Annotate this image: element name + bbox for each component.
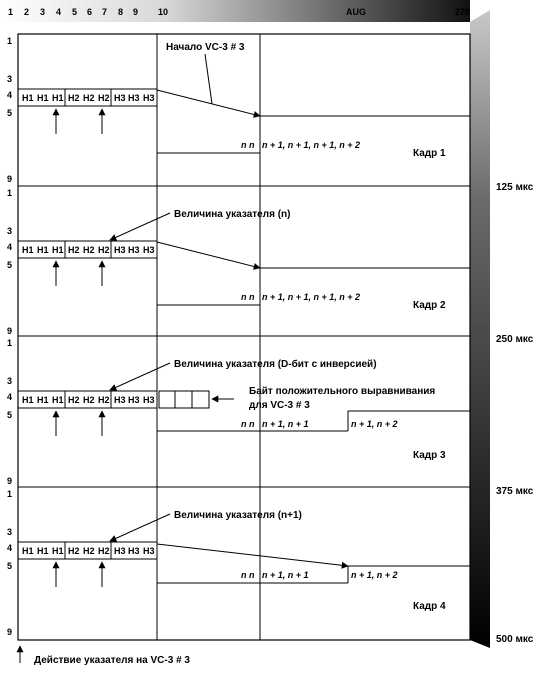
justification-note: Байт положительного выравнивания [249,386,436,397]
header-cell: H2 [83,546,95,556]
frame-annotation: Начало VC-3 # 3 [166,42,245,53]
end-col-label: 270 [455,7,471,17]
row-label: 9 [7,174,13,184]
frame-name: Кадр 3 [413,450,446,461]
annotation-leader [205,54,212,104]
header-cell: H3 [114,395,126,405]
seq-left: n n [241,419,255,429]
row-label: 9 [7,627,13,637]
col-label: 7 [102,7,108,17]
row-label: 9 [7,326,13,336]
justification-bytes [159,391,209,408]
header-cell: H1 [37,395,49,405]
seq-right: n + 1, n + 1, n + 1, n + 2 [262,140,361,150]
frame-name: Кадр 4 [413,601,446,612]
col-label: 10 [158,7,169,17]
time-marker: 375 мкс [496,486,534,497]
header-cell: H2 [98,245,110,255]
header-cell: H2 [83,245,95,255]
header-cell: H1 [52,395,64,405]
row-label: 3 [7,376,13,386]
header-cell: H2 [83,395,95,405]
row-label: 9 [7,476,13,486]
row-label: 4 [7,90,13,100]
frame-annotation: Величина указателя (n+1) [174,510,302,521]
row-label: 1 [7,36,13,46]
header-cell: H3 [143,546,155,556]
row-label: 5 [7,561,13,571]
header-cell: H2 [68,245,80,255]
col-label: 3 [40,7,46,17]
vc-start-arrow [157,544,348,566]
row-label: 1 [7,338,13,348]
header-cell: H2 [98,546,110,556]
header-cell: H1 [22,546,34,556]
header-cell: H2 [98,395,110,405]
header-cell: H3 [114,546,126,556]
seq-right-2: n + 1, n + 2 [351,419,398,429]
col-label: 4 [56,7,62,17]
header-cell: H3 [114,245,126,255]
vc-start-arrow [157,242,260,268]
frame-2 [7,188,534,345]
time-marker: 250 мкс [496,334,534,345]
col-label: 5 [72,7,78,17]
col-label: 6 [87,7,93,17]
frame-4 [7,489,534,645]
header-cell: H2 [83,93,95,103]
header-cell: H1 [52,546,64,556]
col-label: 2 [24,7,30,17]
col-label: 9 [133,7,139,17]
time-marker: 500 мкс [496,634,534,645]
frame-annotation: Величина указателя (D-бит с инверсией) [174,359,377,370]
frame-3 [7,338,534,497]
annotation-arrow [110,363,170,390]
header-cell: H2 [68,546,80,556]
legend-text: Действие указателя на VC-3 # 3 [34,655,190,666]
seq-left: n n [241,292,255,302]
row-label: 4 [7,543,13,553]
header-cell: H1 [22,245,34,255]
seq-left: n n [241,140,255,150]
time-marker: 125 мкс [496,182,534,193]
header-cell: H2 [98,93,110,103]
annotation-arrow [110,213,170,240]
aug-label: AUG [346,7,366,17]
row-label: 3 [7,527,13,537]
annotation-arrow [110,514,170,541]
col-label: 1 [8,7,14,17]
header-cell: H3 [128,245,140,255]
row-label: 1 [7,188,13,198]
header-cell: H1 [52,245,64,255]
row-label: 3 [7,226,13,236]
top-gradient-bar [0,0,470,22]
frame-name: Кадр 2 [413,300,446,311]
header-cell: H1 [37,546,49,556]
frame-name: Кадр 1 [413,148,446,159]
vc-start-arrow [157,90,260,116]
header-cell: H3 [114,93,126,103]
header-cell: H1 [52,93,64,103]
header-cell: H1 [37,93,49,103]
frame-annotation: Величина указателя (n) [174,209,291,220]
row-label: 4 [7,242,13,252]
seq-right: n + 1, n + 1 [262,570,309,580]
header-cell: H1 [37,245,49,255]
header-cell: H3 [143,245,155,255]
header-cell: H2 [68,395,80,405]
row-label: 5 [7,108,13,118]
justification-note: для VC-3 # 3 [249,400,310,411]
row-label: 1 [7,489,13,499]
header-cell: H3 [143,93,155,103]
frame-1 [7,36,534,193]
row-label: 5 [7,410,13,420]
seq-right: n + 1, n + 1 [262,419,309,429]
seq-right: n + 1, n + 1, n + 1, n + 2 [262,292,361,302]
legend [20,646,190,666]
seq-left: n n [241,570,255,580]
header-cell: H3 [128,395,140,405]
header-cell: H1 [22,93,34,103]
right-shaded-edge [470,10,490,648]
header-cell: H3 [143,395,155,405]
row-label: 5 [7,260,13,270]
header-cell: H1 [22,395,34,405]
col-label: 8 [118,7,124,17]
seq-right-2: n + 1, n + 2 [351,570,398,580]
header-cell: H3 [128,93,140,103]
header-cell: H2 [68,93,80,103]
row-label: 4 [7,392,13,402]
header-cell: H3 [128,546,140,556]
row-label: 3 [7,74,13,84]
